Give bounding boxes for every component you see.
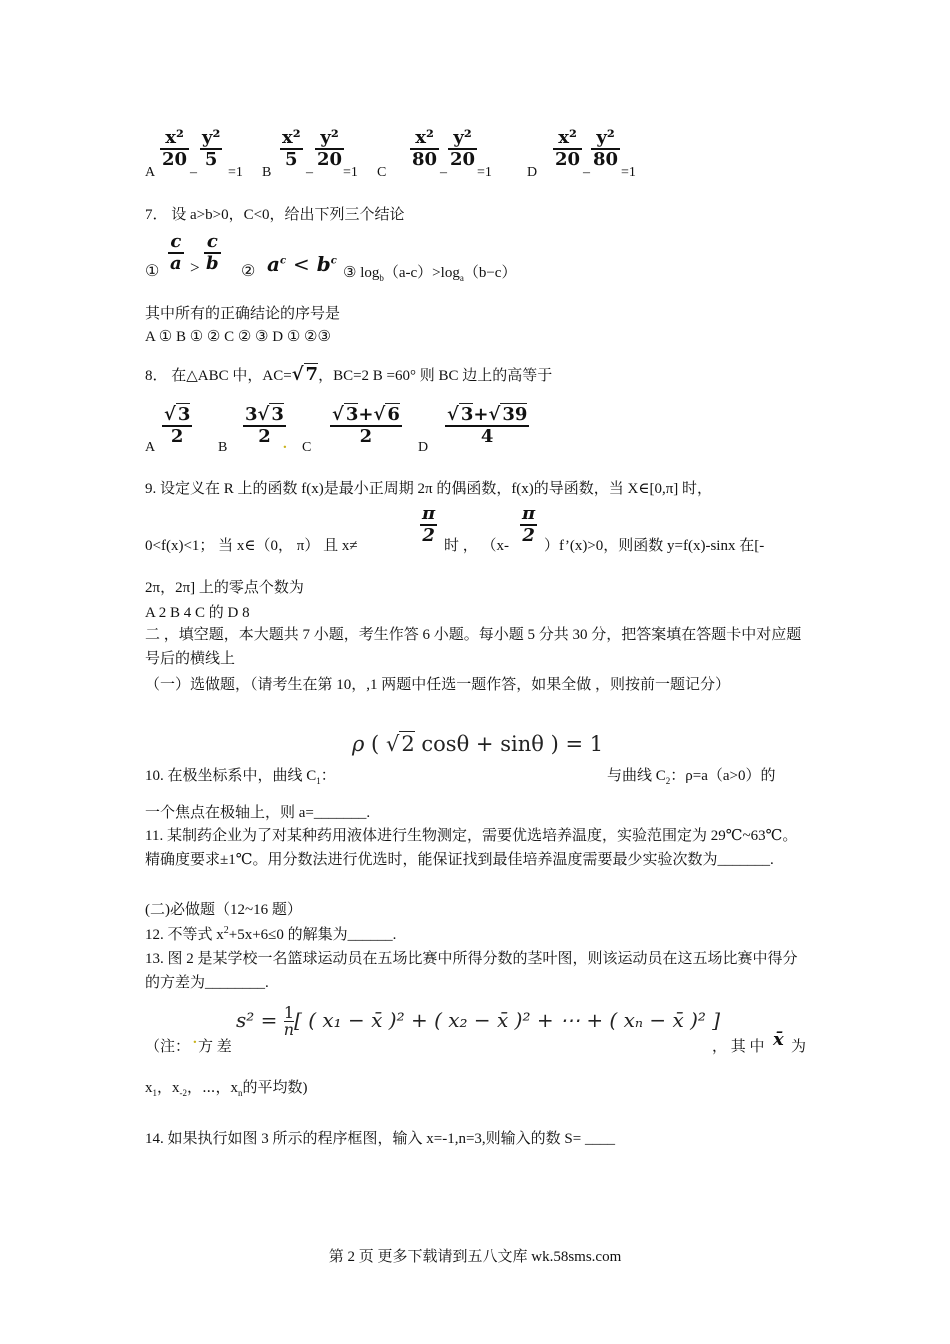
q14-text: 14. 如果执行如图 3 所示的程序框图，输入 x=-1,n=3,则输入的数 S= ____ [145, 1131, 615, 1147]
q6-d-frac1: $\frac{\text{x²}}{20}$ [555, 127, 581, 170]
q9-line2-c: ）f’(x)>0，则函数 y=f(x)-sinx 在[- [544, 538, 765, 554]
q13-note-a: （注： [145, 1039, 191, 1055]
q13-xbar: x̄ [773, 1029, 784, 1050]
q10-line2: 一个焦点在极轴上，则 a=_______. [145, 805, 371, 821]
stray-dot: . [283, 436, 287, 452]
q6-c-eq: =1 [477, 165, 492, 180]
q10-polar-formula: ρ ( √2 cosθ + sinθ ) = 1 [352, 732, 604, 756]
q13-note-d: 为 [791, 1039, 807, 1055]
q7-conclusion1-label: ① [145, 263, 160, 280]
q9-options: A 2 B 4 C 的 D 8 [145, 605, 250, 621]
q8-stem: 8． 在△ABC 中，AC=√ 7，BC=2 B =60° 则 BC 边上的高等于 [145, 364, 553, 385]
q8-option-a-label: A [145, 440, 156, 455]
q6-option-a-label: A [145, 165, 156, 180]
q8-option-b-label: B [218, 440, 228, 455]
q6-option-c-label: C [377, 165, 387, 180]
q13-text: 13. 图 2 是某学校一名篮球运动员在五场比赛中所得分数的茎叶图，则该运动员在这五场比赛中得分的方差为________. [145, 951, 798, 991]
q6-d-eq: =1 [621, 165, 636, 180]
q7-prompt: 其中所有的正确结论的序号是 [145, 306, 341, 322]
q7-c2-expr: $a^c < b^c$ [267, 252, 337, 276]
q6-a-frac1: $\frac{\text{x²}}{20}$ [162, 127, 188, 170]
section2-optional-note: （一）选做题，（请考生在第 10，,1 两题中任选一题作答，如果全做 ，则按前一题记分） [145, 677, 731, 693]
q13-line2: $x_1$，$x_{-2}$，⋯，$x_n$的平均数) [145, 1080, 308, 1098]
q7-conclusion3: ③ $\log_b(a-c)>\log_a(b-c)$ [343, 265, 517, 283]
q7-c1-op: > [190, 258, 200, 277]
q9-frac-pi-over-2-a: $\frac{\pi}{2}$ [422, 503, 436, 546]
q7-c1-frac-right: $\frac{c}{b}$ [206, 231, 219, 274]
q6-c-op: – [440, 165, 447, 180]
q6-c-frac1: $\frac{\text{x²}}{80}$ [412, 127, 438, 170]
q7-c1-frac-left: $\frac{c}{a}$ [170, 231, 182, 274]
q13-note-c: ， 其 中 [712, 1039, 765, 1055]
q8-c-frac: $\frac{√ 3+√ 6}{2}$ [332, 404, 400, 447]
q7-conclusion2-label: ② [241, 263, 256, 280]
q9-line1: 9. 设定义在 R 上的函数 f(x)是最小正周期 2π 的偶函数，f(x)的导函数，当 X∈[0,π] 时， [145, 481, 713, 497]
q6-option-d-label: D [527, 165, 538, 180]
q7-options: A ① B ① ② C ② ③ D ① ②③ [145, 329, 331, 345]
q8-a-frac: $\frac{√ 3}{2}$ [164, 404, 191, 447]
q6-b-op: – [306, 165, 313, 180]
q6-d-frac2: $\frac{\text{y²}}{80}$ [593, 127, 619, 170]
q12-text: 12. 不等式 $x^2+5x+6\le 0$ 的解集为______. [145, 925, 397, 943]
q6-b-frac2: $\frac{\text{y²}}{20}$ [317, 127, 343, 170]
q6-d-op: – [583, 165, 590, 180]
q8-option-c-label: C [302, 440, 312, 455]
required-section-header: (二)必做题（12~16 题） [145, 902, 302, 918]
q9-line2-a: 0<f(x)<1； 当 x∈（0， π） 且 x≠ [145, 538, 358, 554]
q6-b-eq: =1 [343, 165, 358, 180]
q11-text: 11. 某制药企业为了对某种药用液体进行生物测定，需要优选培养温度，实验范围定为 29℃~63℃。精确度要求±1℃。用分数法进行优选时，能保证找到最佳培养温度需要最少实验次数为_______. [145, 828, 798, 868]
q8-option-d-label: D [418, 440, 429, 455]
q8-b-frac: $\frac{3√ 3}{2}$ [245, 404, 284, 447]
section2-header: 二 ，填空题，本大题共 7 小题，考生作答 6 小题。每小题 5 分共 30 分，把答案填在答题卡中对应题号后的横线上 [145, 627, 802, 667]
q10-text-a: 10. 在极坐标系中，曲线 $C_1$： [145, 768, 336, 786]
page-footer: 第 2 页 更多下载请到五八文库 wk.58sms.com [328, 1249, 622, 1265]
q8-d-frac: $\frac{√ 3+√ 39}{4}$ [447, 404, 528, 447]
q6-a-frac2: $\frac{\text{y²}}{5}$ [202, 127, 221, 170]
q6-option-b-label: B [262, 165, 272, 180]
q9-frac-pi-over-2-b: $\frac{\pi}{2}$ [522, 503, 536, 546]
q9-line2-b: 时 ， （x- [444, 538, 509, 554]
q6-c-frac2: $\frac{\text{y²}}{20}$ [450, 127, 476, 170]
q6-b-frac1: $\frac{\text{x²}}{5}$ [282, 127, 301, 170]
q6-a-op: – [190, 165, 197, 180]
stray-dot-2: . [193, 1031, 197, 1047]
q6-a-eq: =1 [228, 165, 243, 180]
q7-stem: 7． 设 a>b>0，C<0，给出下列三个结论 [145, 207, 405, 223]
q13-note-b: 方 差 [198, 1039, 232, 1055]
q9-line3: 2π，2π] 上的零点个数为 [145, 580, 304, 596]
q13-variance-formula: s² = $\frac{1}{n}$ [ ( x₁ − x̄ )² + ( x₂ − x̄ )² + ⋯ + ( xₙ − x̄ )² ] [236, 1003, 721, 1039]
q10-text-b: 与曲线 $C_2$：ρ=a（a>0）的 [607, 768, 776, 786]
